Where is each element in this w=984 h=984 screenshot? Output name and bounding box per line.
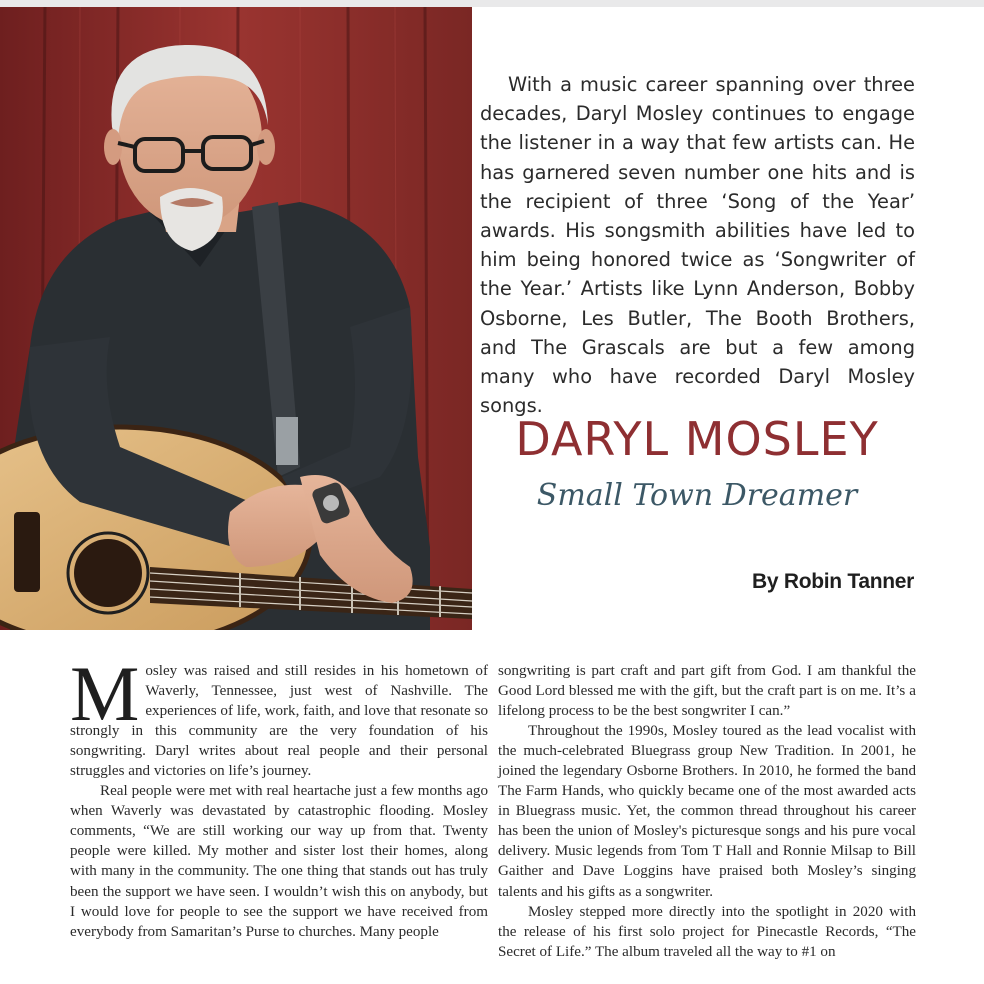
- artist-photo: [0, 7, 472, 630]
- paragraph: [70, 650, 488, 781]
- article-subtitle: Small Town Dreamer: [536, 478, 858, 513]
- paragraph: Real people were met with real heartache just a few months ago when Waverly was devastated by catastrophic flooding. Mosley comments, “We are still working our way up from that. Twenty people were killed. My mother and sister lost their homes, along with many in the community. The one thing that stands out has truly been the support we have seen. I wouldn’t wish this on anybody, but I would love for people to see the support we have received from everybody from Samaritan’s Purse to churches. Many people: [70, 783, 488, 940]
- artist-photo-illustration: [0, 7, 472, 630]
- paragraph: Throughout the 1990s, Mosley toured as the lead vocalist with the much-celebrated Bluegrass group New Tradition. In 2001, he joined the legendary Osborne Brothers. In 2010, he formed the band The Farm Hands, who quickly became one of the most awarded acts in Bluegrass music. Yet, the common thread throughout his career has been the union of Mosley's picturesque songs and his pure vocal delivery. Music legends from Tom T Hall and Ronnie Milsap to Bill Gaither and Dave Loggins have praised both Mosley’s singing talents and his gifts as a songwriter.: [498, 723, 916, 900]
- paragraph: songwriting is part craft and part gift from God. I am thankful the Good Lord blessed me with the gift, but the craft part is on me. It’s a lifelong process to be the best songwriter I can.”: [498, 663, 916, 720]
- body-column-right: [498, 661, 916, 962]
- top-edge-bar: [0, 0, 984, 7]
- drop-cap: M: [70, 650, 140, 737]
- body-column-left: [70, 650, 488, 942]
- intro-paragraph: With a music career spanning over three decades, Daryl Mosley continues to engage the listener in a way that few artists can. He has garnered seven number one hits and is the recipient of three ‘Song of the Year’ awards. His songsmith abilities have led to him being honored twice as ‘Songwriter of the Year.’ Artists like Lynn Anderson, Bobby Osborne, Les Butler, The Booth Brothers, and The Grascals are but a few among many who have recorded Daryl Mosley songs.: [480, 73, 915, 418]
- paragraph: Mosley stepped more directly into the spotlight in 2020 with the release of his first solo project for Pinecastle Records, “The Secret of Life.” The album traveled all the way to #1 on: [498, 903, 916, 960]
- paragraph-text: osley was raised and still resides in his hometown of Waverly, Tennessee, just west of Nashville. The experiences of life, work, faith, and love that resonate so strongly in this community are the very foundation of his songwriting. Daryl writes about real people and their personal struggles and victories on life’s journey.: [70, 663, 488, 780]
- article-title: DARYL MOSLEY: [515, 412, 879, 466]
- byline: By Robin Tanner: [752, 570, 914, 593]
